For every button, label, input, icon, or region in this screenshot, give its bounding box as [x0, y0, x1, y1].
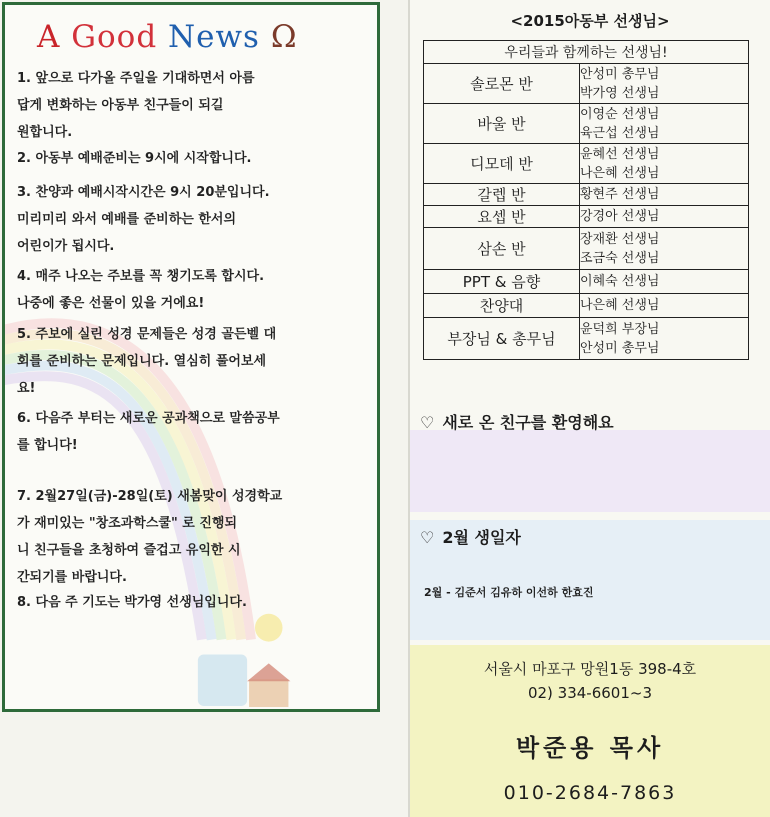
- welcome-band: [410, 430, 770, 512]
- table-row: [424, 270, 749, 294]
- class-name: 삼손 반: [424, 228, 580, 270]
- class-name: 솔로몬 반: [424, 64, 580, 104]
- teacher-name: 이영순 선생님: [580, 106, 660, 122]
- announcement-item-3: [17, 179, 369, 260]
- teacher-name: 안성미 총무님: [580, 66, 660, 82]
- announcement-item-6: [17, 405, 369, 459]
- teachers-table: [423, 40, 749, 360]
- teacher-cell: [580, 294, 749, 318]
- table-row: [424, 294, 749, 318]
- teacher-name: 황현주 선생님: [580, 187, 660, 202]
- church-address: 서울시 마포구 망원1동 398-4호: [483, 660, 697, 678]
- omega-icon: Ω: [270, 19, 298, 55]
- church-phone: 02) 334-6601~3: [527, 684, 653, 702]
- announcement-line: 7. 2월27일(금)-28일(토) 새봄맞이 성경학교: [17, 489, 283, 504]
- announcement-item-1: [17, 65, 369, 146]
- announcement-item-5: [17, 321, 369, 402]
- teacher-cell: [580, 144, 749, 184]
- class-name: 부장님 & 총무님: [424, 318, 580, 360]
- announcement-line: 원합니다.: [17, 125, 73, 140]
- announcement-line: 3. 찬양과 예배시작시간은 9시 20분입니다.: [17, 185, 270, 200]
- teachers-title: <2015아동부 선생님>: [510, 12, 670, 30]
- table-row: [424, 104, 749, 144]
- bulletin-right-panel: [410, 0, 770, 817]
- good-news-title: [37, 19, 298, 55]
- announcement-line: 어린이가 됩시다.: [17, 239, 115, 254]
- table-header-row: [424, 41, 749, 64]
- class-name: 바울 반: [424, 104, 580, 144]
- table-row: [424, 318, 749, 360]
- announcement-line: 6. 다음주 부터는 새로운 공과책으로 말씀공부: [17, 411, 280, 426]
- teacher-name: 강경아 선생님: [580, 209, 660, 224]
- table-header: 우리들과 함께하는 선생님!: [424, 41, 749, 64]
- table-row: [424, 228, 749, 270]
- teacher-name: 윤덕희 부장님: [580, 321, 660, 337]
- table-row: [424, 144, 749, 184]
- heart-icon: ♡: [420, 528, 435, 547]
- announcement-line: 나중에 좋은 선물이 있을 거에요!: [17, 296, 205, 311]
- announcement-line: 1. 앞으로 다가올 주일을 기대하면서 아름: [17, 71, 255, 86]
- announcement-line: 를 합니다!: [17, 438, 78, 453]
- pastor-mobile: 010-2684-7863: [503, 782, 677, 804]
- teacher-name: 윤혜선 선생님: [580, 146, 660, 162]
- teacher-name: 박가영 선생님: [580, 85, 660, 101]
- announcement-item-7: [17, 483, 369, 591]
- announcement-line: 니 친구들을 초청하여 즐겁고 유익한 시: [17, 543, 241, 558]
- teacher-name: 조금숙 선생님: [580, 250, 660, 266]
- announcement-line: 간되기를 바랍니다.: [17, 570, 127, 585]
- class-name: 디모데 반: [424, 144, 580, 184]
- teacher-name: 이혜숙 선생님: [580, 274, 660, 289]
- welcome-heading: [420, 410, 614, 433]
- teacher-cell: [580, 206, 749, 228]
- teacher-name: 나은혜 선생님: [580, 298, 660, 313]
- birthday-heading-text: 2월 생일자: [442, 528, 521, 547]
- welcome-heading-text: 새로 온 친구를 환영해요: [442, 413, 614, 432]
- teacher-cell: [580, 228, 749, 270]
- title-letter-a: A: [37, 19, 61, 55]
- announcement-line: 요!: [17, 381, 36, 396]
- table-row: [424, 64, 749, 104]
- class-name: PPT & 음향: [424, 270, 580, 294]
- heart-icon: ♡: [420, 413, 435, 432]
- announcement-line: 미리미리 와서 예배를 준비하는 한서의: [17, 212, 237, 227]
- title-word-news: News: [168, 19, 260, 55]
- teacher-name: 나은혜 선생님: [580, 165, 660, 181]
- class-name: 찬양대: [424, 294, 580, 318]
- table-row: [424, 184, 749, 206]
- teacher-cell: [580, 270, 749, 294]
- teacher-name: 안성미 총무님: [580, 340, 660, 356]
- announcement-line: 답게 변화하는 아동부 친구들이 되길: [17, 98, 224, 113]
- announcement-item-8: [17, 589, 369, 616]
- pastor-name: 박준용 목사: [515, 734, 665, 762]
- announcement-item-2: [17, 145, 369, 172]
- announcements-box: [2, 2, 380, 712]
- class-name: 갈렙 반: [424, 184, 580, 206]
- teacher-name: 육근섭 선생님: [580, 125, 660, 141]
- announcement-line: 가 재미있는 "창조과학스쿨" 로 진행되: [17, 516, 238, 531]
- birthday-list: 2월 - 김준서 김유하 이선하 한효진: [424, 586, 594, 599]
- teacher-name: 장재환 선생님: [580, 231, 660, 247]
- announcement-line: 5. 주보에 실린 성경 문제들은 성경 골든벨 대: [17, 327, 277, 342]
- announcement-line: 회를 준비하는 문제입니다. 열심히 풀어보세: [17, 354, 267, 369]
- announcement-line: 8. 다음 주 기도는 박가영 선생님입니다.: [17, 595, 247, 610]
- title-word-good: Good: [71, 19, 158, 55]
- class-name: 요셉 반: [424, 206, 580, 228]
- announcement-line: 4. 매주 나오는 주보를 꼭 챙기도록 합시다.: [17, 269, 265, 284]
- table-row: [424, 206, 749, 228]
- announcement-item-4: [17, 263, 369, 317]
- announcement-line: 2. 아동부 예배준비는 9시에 시작합니다.: [17, 151, 252, 166]
- teacher-cell: [580, 184, 749, 206]
- birthday-heading: [420, 525, 521, 548]
- teacher-cell: [580, 64, 749, 104]
- teacher-cell: [580, 104, 749, 144]
- teacher-cell: [580, 318, 749, 360]
